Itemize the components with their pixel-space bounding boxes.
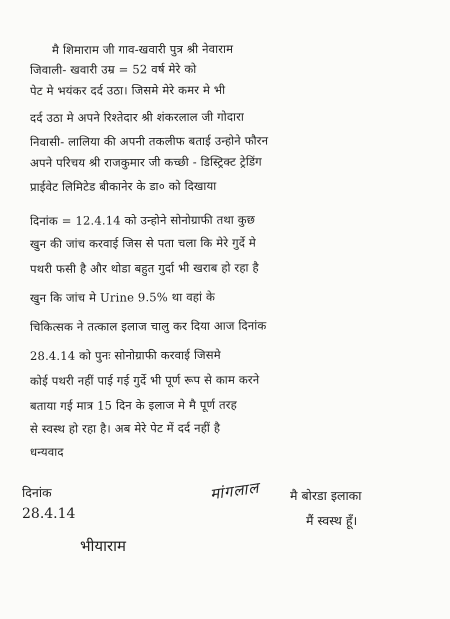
letter-line-1: मै शिमाराम जी गाव-खवारी पुत्र श्री नेवाराम <box>51 41 234 57</box>
date-value: 28.4.14 <box>22 506 76 522</box>
letter-line-4: दर्द उठा मे अपने रिश्तेदार श्री शंकरलाल जी गोदारा <box>29 109 245 125</box>
letter-line-9: खुन की जांच करवाई जिस से पता चला कि मेरे गुर्दे मे <box>29 235 257 251</box>
right-signature-line-2: मैं स्वस्थ हूँ। <box>306 513 358 528</box>
letter-line-2: जिवाली- खवारी उम्र = 52 वर्ष मेरे को <box>29 61 197 77</box>
letter-line-7: प्राईवेट लिमिटेड बीकानेर के डा० को दिखाया <box>29 178 217 194</box>
witness-signature: भीयाराम <box>80 537 127 555</box>
letter-line-5: निवासी- लालिया की अपनी तकलीफ बताई उन्होने फौरन <box>29 133 269 149</box>
letter-line-16: से स्वस्थ हो रहा है। अब मेरे पेट में दर्द नहीं है <box>29 420 221 436</box>
letter-line-17: धन्यवाद <box>29 444 64 459</box>
letter-line-11: खुन कि जांच मे Urine 9.5% था वहां के <box>29 289 216 305</box>
letter-line-3: पेट मे भयंकर दर्द उठा। जिसमे मेरे कमर मे भी <box>29 82 226 98</box>
letter-line-13: 28.4.14 को पुनः सोनोग्राफी करवाई जिसमे <box>29 347 221 363</box>
letter-line-6: अपने परिचय श्री राजकुमार जी कच्छी - डिस्ट्रिक्ट ट्रेडिंग <box>29 154 262 170</box>
letter-line-15: बताया गई मात्र 15 दिन के इलाज मे मै पूर्ण तरह <box>29 397 237 413</box>
letter-line-14: कोई पथरी नहीं पाई गई गुर्दे भी पूर्ण रूप से काम करने <box>29 372 260 388</box>
right-signature-line-1: मै बोरडा इलाका <box>290 488 362 503</box>
letter-line-8: दिनांक = 12.4.14 को उन्होने सोनोग्राफी तथा कुछ <box>29 212 256 228</box>
letter-line-10: पथरी फसी है और थोडा बहुत गुर्दा भी खराब हो रहा है <box>29 260 259 276</box>
date-label: दिनांक <box>22 485 52 500</box>
letter-line-12: चिकित्सक ने तत्काल इलाज चालु कर दिया आज दिनांक <box>29 318 267 334</box>
signature-stamp: मांगलाल <box>208 478 261 504</box>
